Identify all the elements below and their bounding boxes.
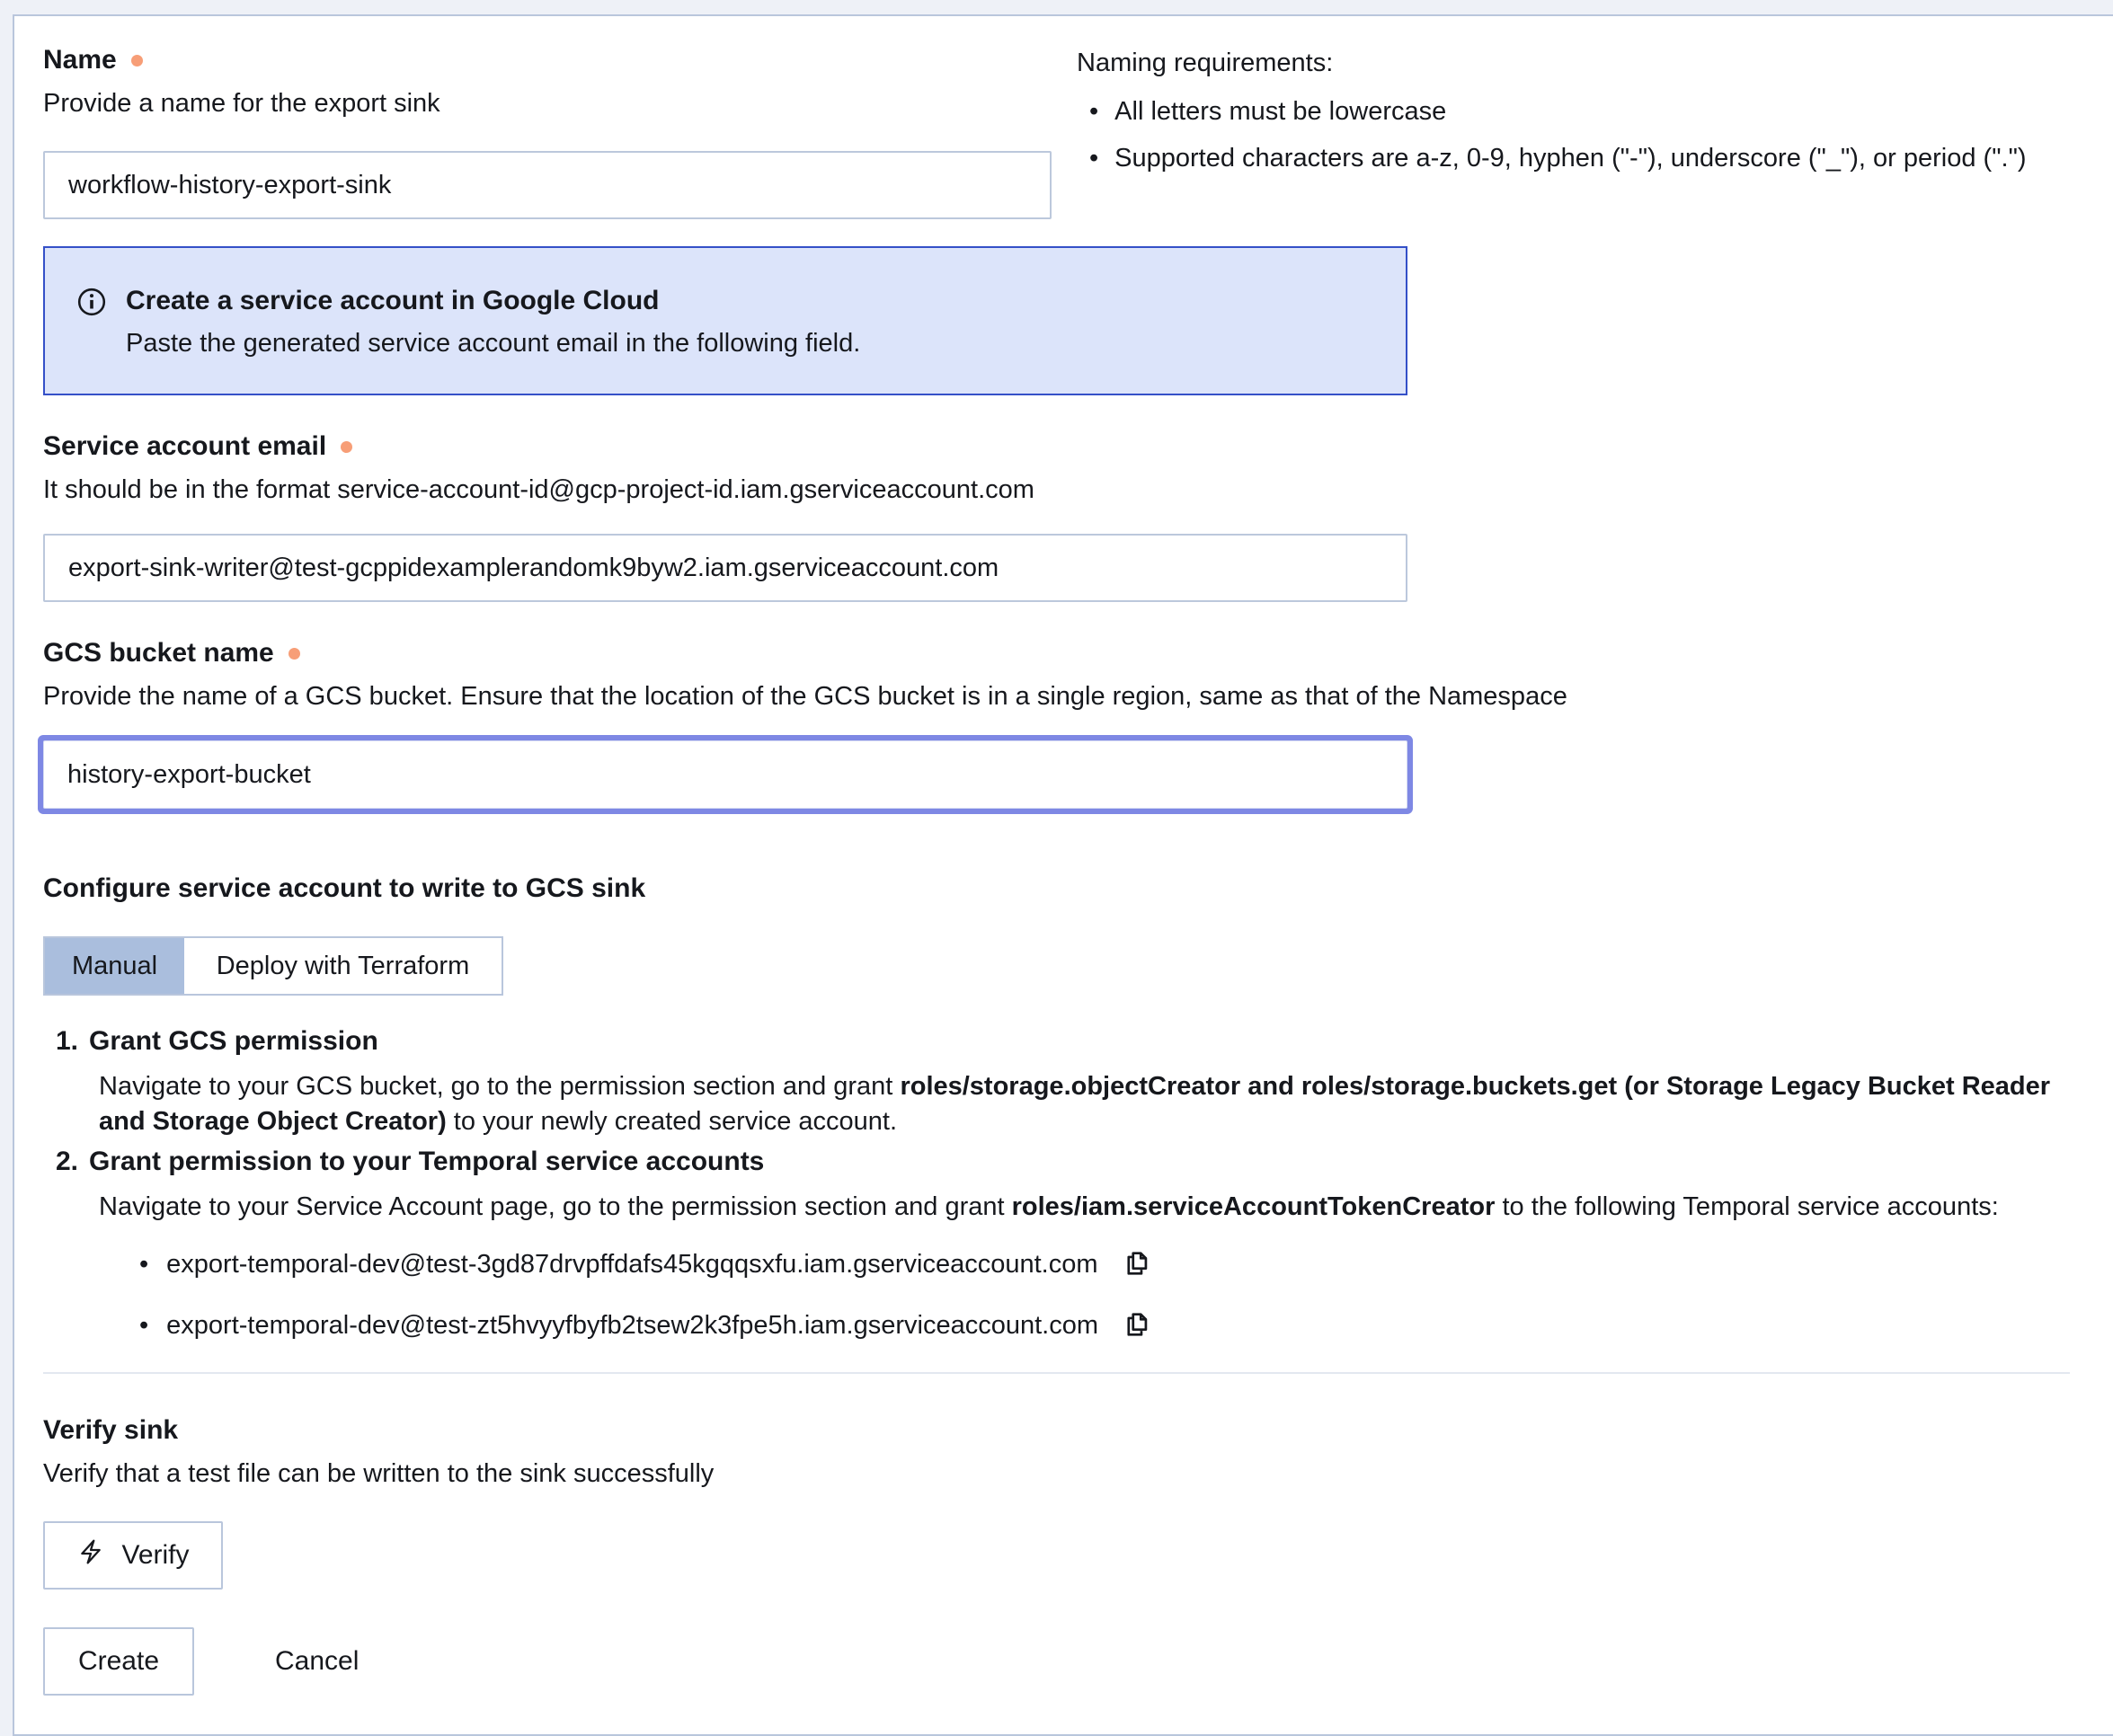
required-dot: [131, 55, 143, 66]
list-item: • All letters must be lowercase: [1089, 93, 2027, 129]
form-actions: [43, 1627, 2070, 1696]
name-label-row: [43, 43, 1052, 77]
verify-sink-description: Verify that a test file can be written to the sink successfully: [43, 1459, 715, 1488]
naming-requirements-title: Naming requirements:: [1077, 49, 1334, 77]
temporal-service-accounts-list: [43, 1246, 2070, 1343]
verify-button[interactable]: Verify: [43, 1521, 223, 1590]
copy-button[interactable]: [1122, 1248, 1152, 1281]
bucket-label: GCS bucket name: [43, 638, 274, 668]
bucket-label-row: [43, 636, 2070, 670]
create-button[interactable]: Create: [43, 1627, 194, 1696]
tab-manual[interactable]: Manual: [45, 938, 184, 994]
service-account-description: It should be in the format service-account-id@gcp-project-id.iam.gserviceaccount.com: [43, 475, 1034, 504]
required-dot: [341, 441, 352, 453]
service-account-label-row: [43, 430, 2070, 464]
name-input[interactable]: [43, 151, 1052, 219]
bucket-field-group: [43, 636, 2070, 809]
copy-icon: [1122, 1309, 1152, 1342]
copy-icon: [1122, 1248, 1152, 1281]
step-title: 1. Grant GCS permission: [56, 1026, 2070, 1060]
info-banner-title: Create a service account in Google Cloud: [126, 286, 660, 315]
step-grant-gcs-permission: [43, 1026, 2070, 1139]
info-icon: [75, 286, 108, 325]
verify-sink-heading: Verify sink: [43, 1415, 179, 1445]
step-number: 2.: [56, 1147, 79, 1176]
list-item: [139, 1307, 2070, 1343]
step-body: Navigate to your GCS bucket, go to the permission section and grant roles/storage.objectCreator and roles/storage.buckets.get (or Storage Legacy Bucket Reader and Storage Object Creator) to your newly created service account.: [99, 1072, 2051, 1136]
info-banner: [43, 246, 1407, 395]
list-item: [139, 1246, 2070, 1282]
info-banner-text: [126, 284, 860, 361]
cancel-button[interactable]: Cancel: [250, 1627, 384, 1696]
name-label: Name: [43, 45, 117, 75]
list-item: • Supported characters are a-z, 0-9, hyphen ("-"), underscore ("_"), or period ("."): [1089, 140, 2027, 176]
naming-requirements: [1077, 43, 2027, 176]
step-title: 2. Grant permission to your Temporal service accounts: [56, 1147, 2070, 1181]
bucket-input[interactable]: [43, 740, 1407, 809]
name-description: Provide a name for the export sink: [43, 89, 440, 118]
configure-heading: Configure service account to write to GCS sink: [43, 873, 646, 903]
divider: [43, 1372, 2070, 1374]
name-field-group: [43, 43, 1052, 219]
bolt-icon: [76, 1537, 105, 1573]
tab-deploy-with-terraform[interactable]: Deploy with Terraform: [184, 938, 502, 994]
temporal-service-account-email: • export-temporal-dev@test-3gd87drvpffdafs45kgqqsxfu.iam.gserviceaccount.com: [166, 1250, 1098, 1279]
configure-tabs: [43, 936, 503, 996]
manual-steps: [43, 1026, 2070, 1225]
service-account-input[interactable]: [43, 534, 1407, 602]
name-row: [43, 43, 2070, 219]
step-grant-temporal-permission: [43, 1147, 2070, 1225]
temporal-service-account-email: • export-temporal-dev@test-zt5hvyyfbyfb2tsew2k3fpe5h.iam.gserviceaccount.com: [166, 1311, 1099, 1340]
copy-button[interactable]: [1122, 1309, 1152, 1342]
naming-requirements-list: [1077, 93, 2027, 176]
required-dot: [289, 648, 300, 660]
service-account-field-group: [43, 430, 2070, 602]
step-body: Navigate to your Service Account page, go to the permission section and grant roles/iam.serviceAccountTokenCreator to the following Temporal service accounts:: [99, 1192, 1999, 1221]
export-sink-form: [13, 14, 2113, 1736]
info-banner-body: Paste the generated service account email in the following field.: [126, 329, 861, 358]
step-number: 1.: [56, 1026, 79, 1056]
service-account-label: Service account email: [43, 431, 327, 461]
bucket-description: Provide the name of a GCS bucket. Ensure that the location of the GCS bucket is in a single region, same as that of the Namespace: [43, 682, 1567, 711]
